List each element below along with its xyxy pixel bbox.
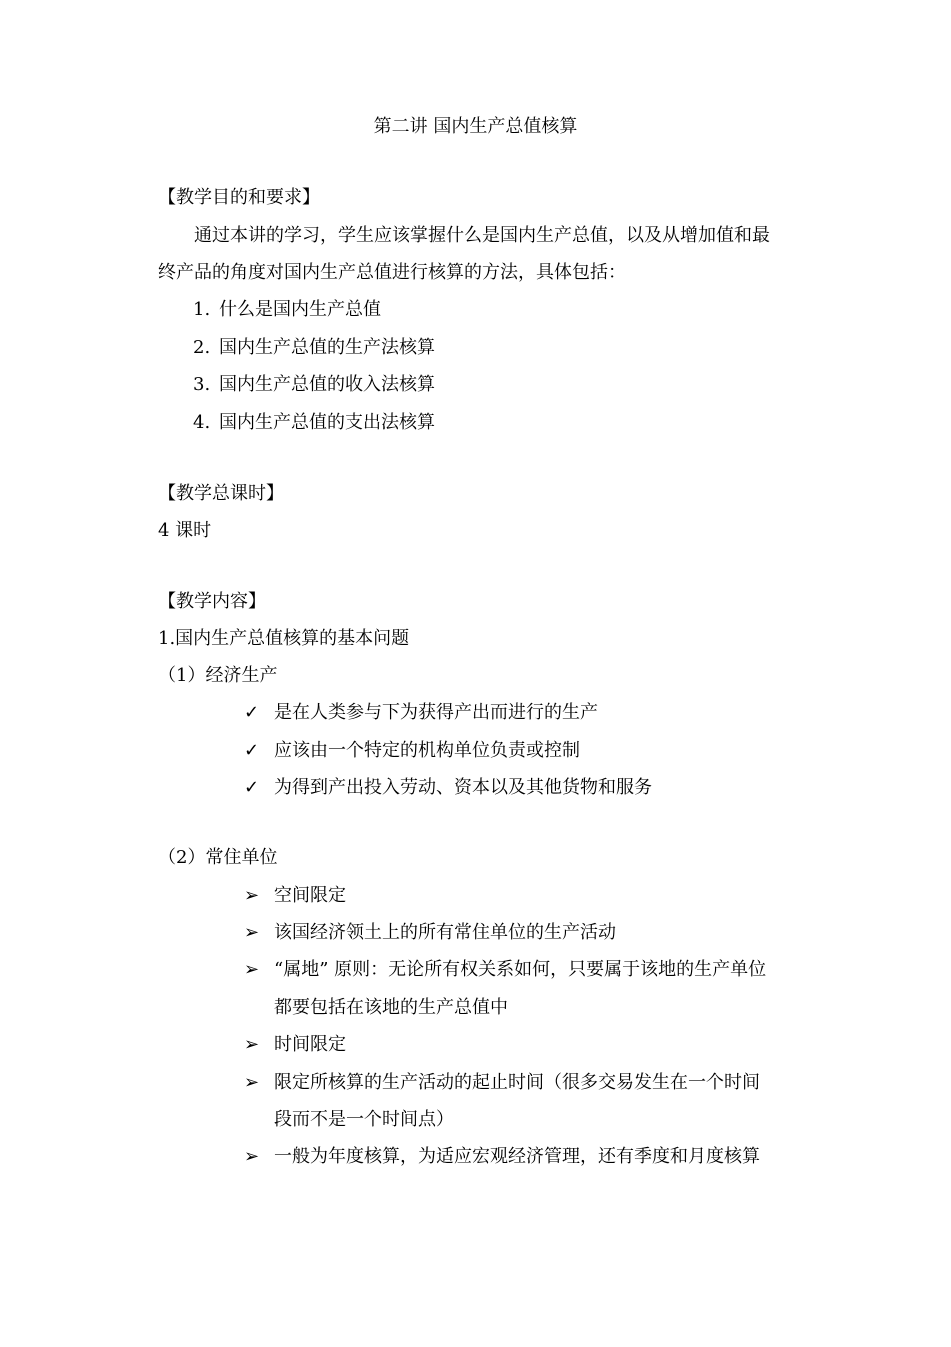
section-heading-objectives: 【教学目的和要求】 — [158, 187, 320, 208]
objective-item-1 — [193, 298, 381, 322]
list-item — [244, 1033, 346, 1057]
list-item — [244, 921, 616, 945]
arrow-bullet-icon: ➢ — [244, 959, 260, 980]
objective-item-number: 2. — [193, 337, 211, 358]
list-item — [244, 958, 766, 982]
part-label-economic-production: （1）经济生产 — [158, 665, 278, 686]
list-item — [244, 1071, 760, 1095]
list-item-text: 空间限定 — [274, 885, 346, 906]
objective-item-number: 4. — [193, 412, 211, 433]
list-item — [244, 884, 346, 908]
list-item-text: 时间限定 — [274, 1034, 346, 1055]
content-subheading-1: 1.国内生产总值核算的基本问题 — [158, 628, 410, 649]
objective-item-text: 国内生产总值的收入法核算 — [219, 374, 435, 395]
objective-item-number: 3. — [193, 374, 211, 395]
document-title: 第二讲 国内生产总值核算 — [373, 116, 578, 137]
checkmark-icon: ✓ — [244, 740, 260, 761]
total-hours-value: 4 课时 — [158, 520, 212, 541]
list-item-text: “属地” 原则：无论所有权关系如何，只要属于该地的生产单位 — [274, 959, 767, 980]
arrow-bullet-icon: ➢ — [244, 1072, 260, 1093]
section-heading-hours: 【教学总课时】 — [158, 483, 284, 504]
checkmark-icon: ✓ — [244, 777, 260, 798]
objective-item-number: 1. — [193, 299, 211, 320]
list-item-text: 应该由一个特定的机构单位负责或控制 — [274, 740, 580, 761]
objective-item-text: 什么是国内生产总值 — [219, 299, 381, 320]
arrow-bullet-icon: ➢ — [244, 1146, 260, 1167]
list-item — [244, 701, 598, 725]
section-heading-content: 【教学内容】 — [158, 591, 266, 612]
list-item-continuation: 都要包括在该地的生产总值中 — [274, 997, 508, 1018]
objective-item-text: 国内生产总值的支出法核算 — [219, 412, 435, 433]
objective-item-2 — [193, 336, 435, 360]
arrow-bullet-icon: ➢ — [244, 1034, 260, 1055]
checkmark-icon: ✓ — [244, 702, 260, 723]
objective-item-4 — [193, 411, 435, 435]
list-item — [244, 1145, 760, 1169]
arrow-bullet-icon: ➢ — [244, 922, 260, 943]
objective-item-3 — [193, 373, 435, 397]
list-item-text: 为得到产出投入劳动、资本以及其他货物和服务 — [274, 777, 652, 798]
list-item-text: 一般为年度核算，为适应宏观经济管理，还有季度和月度核算 — [274, 1146, 760, 1167]
objectives-paragraph-line-1: 通过本讲的学习，学生应该掌握什么是国内生产总值，以及从增加值和最 — [194, 225, 770, 246]
list-item-text: 是在人类参与下为获得产出而进行的生产 — [274, 702, 598, 723]
objectives-paragraph-line-2: 终产品的角度对国内生产总值进行核算的方法，具体包括： — [158, 262, 626, 283]
list-item-continuation: 段而不是一个时间点） — [274, 1109, 454, 1130]
objective-item-text: 国内生产总值的生产法核算 — [219, 337, 435, 358]
list-item-text: 限定所核算的生产活动的起止时间（很多交易发生在一个时间 — [274, 1072, 760, 1093]
arrow-bullet-icon: ➢ — [244, 885, 260, 906]
list-item-text: 该国经济领土上的所有常住单位的生产活动 — [274, 922, 616, 943]
list-item — [244, 776, 652, 800]
part-label-resident-units: （2）常住单位 — [158, 847, 278, 868]
list-item — [244, 739, 580, 763]
